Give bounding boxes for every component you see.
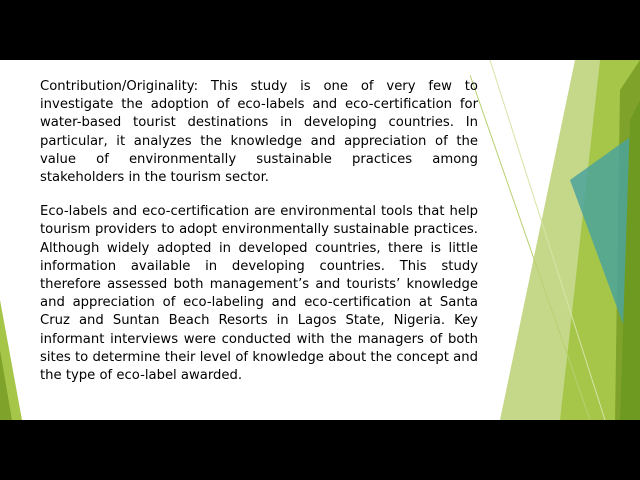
- paragraph-abstract: Eco-labels and eco-certification are environmental tools that help tourism providers to adopt environmentally sustainable practices. Although widely adopted in developed countries, there is little information available in developing countries. This study therefore assessed both management’s and tourists’ knowledge and appreciation of eco-labeling and eco-certification at Santa Cruz and Suntan Beach Resorts in Lagos State, Nigeria. Key informant interviews were conducted with the managers of both sites to determine their level of knowledge about the concept and the type of eco-label awarded.: [40, 204, 478, 384]
- paragraph-contribution: Contribution/Originality: This study is one of very few to investigate the adoption of eco-labels and eco-certification for water-based tourist destinations in developing countries. In particular, it analyzes the knowledge and appreciation of the value of environmentally sustainable practices among stakeholders in the tourism sector.: [40, 79, 478, 186]
- slide-decoration-right: [470, 60, 640, 420]
- presentation-slide: [0, 60, 640, 420]
- slide-body-text: [40, 78, 478, 401]
